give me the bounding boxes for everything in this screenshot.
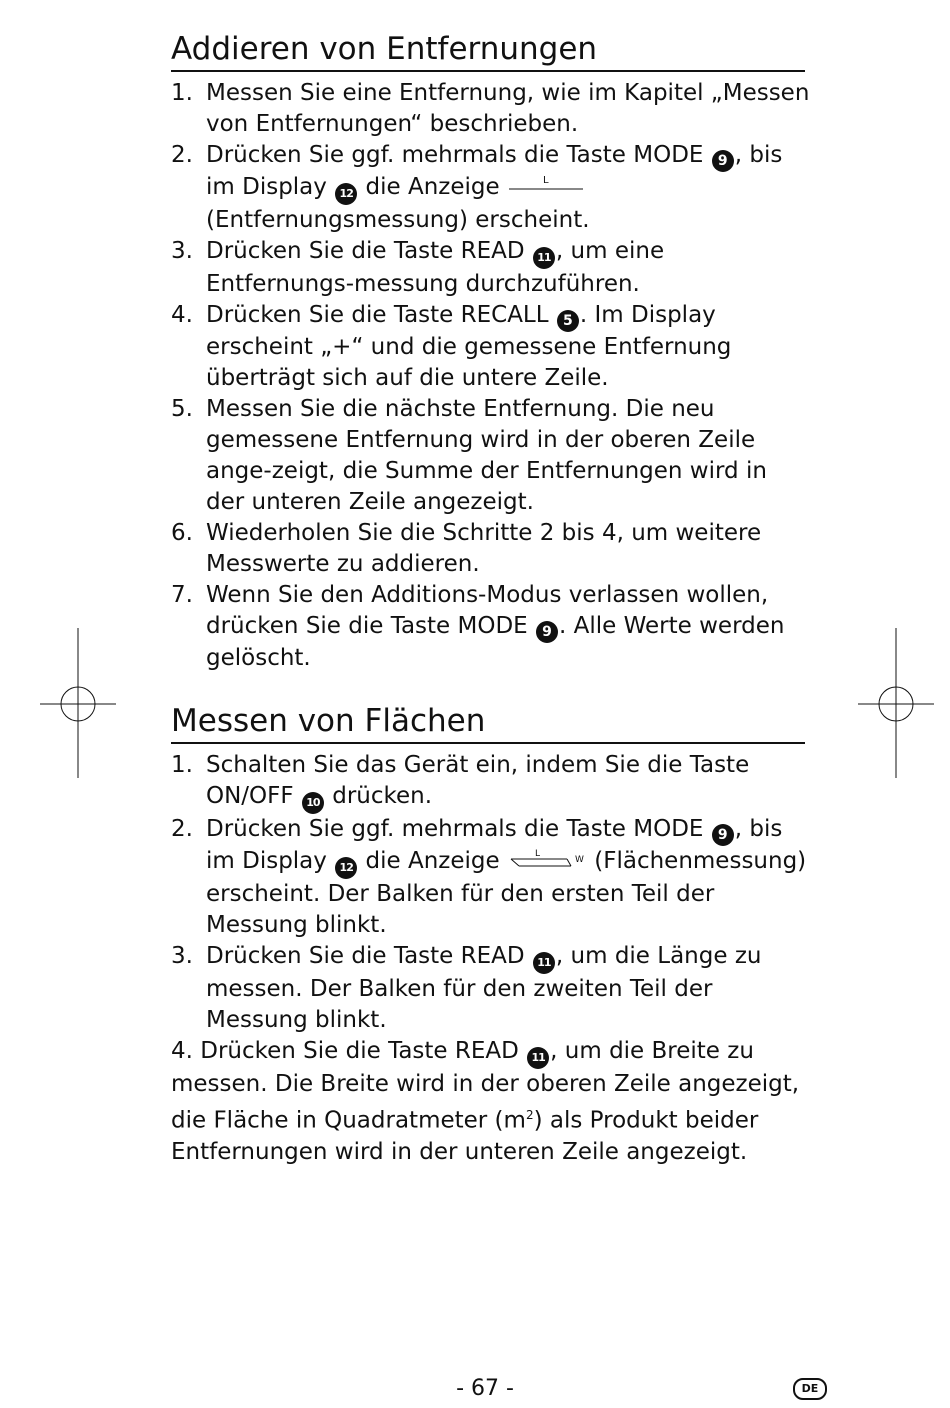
step-text: Drücken Sie ggf. mehrmals die Taste MODE [206, 816, 711, 842]
recall-key-ref-icon: 5 [557, 310, 579, 332]
step-text: die Anzeige [358, 174, 507, 200]
step-number: 3. [171, 238, 193, 264]
step-text: , bis im Display [206, 816, 783, 874]
mode-key-ref-icon: 9 [712, 150, 734, 172]
step-number: 2. [171, 142, 193, 168]
step-text: . Alle Werte werden gelöscht. [206, 613, 785, 671]
read-key-ref-icon: 11 [527, 1047, 549, 1069]
step-number: 6. [171, 520, 193, 546]
distance-mode-symbol-icon [507, 174, 587, 205]
onoff-key-ref-icon: 10 [302, 792, 324, 814]
step-text: Drücken Sie ggf. mehrmals die Taste MODE [206, 142, 711, 168]
symbol-label: L [542, 175, 549, 186]
step-text: Drücken Sie die Taste READ [206, 943, 532, 969]
symbol-label-l: L [534, 849, 540, 859]
step-text: Wiederholen Sie die Schritte 2 bis 4, um weitere Messwerte zu addieren. [206, 520, 762, 577]
step-text: , um die Länge zu messen. Der Balken für den zweiten Teil der Messung blinkt. [206, 943, 762, 1033]
list-item [171, 300, 811, 394]
page-number: - 67 - [456, 1376, 514, 1401]
section-heading-flaechen: Messen von Flächen [171, 702, 805, 744]
step-text: (Entfernungsmessung) erscheint. [206, 207, 590, 233]
step-number: 2. [171, 816, 193, 842]
step-text: , um die Breite zu messen. Die Breite wird in der oberen Zeile angezeigt, die Fläche in Quadratmeter (m [171, 1038, 800, 1134]
read-key-ref-icon: 11 [533, 247, 555, 269]
steps-list-flaechen [171, 750, 811, 1168]
list-item [171, 941, 811, 1036]
step-text: Wenn Sie den Additions-Modus verlassen wollen, drücken Sie die Taste MODE [206, 582, 769, 639]
step-text: ) als Produkt beider Entfernungen wird in der unteren Zeile angezeigt. [171, 1107, 759, 1165]
step-text: Messen Sie eine Entfernung, wie im Kapitel „Messen von Entfernungen“ beschrieben. [206, 80, 810, 137]
list-item [171, 394, 811, 518]
mode-key-ref-icon: 9 [712, 824, 734, 846]
list-item [171, 814, 811, 941]
language-badge: DE [793, 1378, 827, 1400]
registration-mark-left-icon [40, 628, 116, 778]
step-number: 3. [171, 943, 193, 969]
display-ref-icon: 12 [335, 183, 357, 205]
list-item [171, 140, 811, 236]
display-ref-icon: 12 [335, 857, 357, 879]
mode-key-ref-icon: 9 [536, 621, 558, 643]
read-key-ref-icon: 11 [533, 952, 555, 974]
step-number: 5. [171, 396, 193, 422]
section-heading-addieren: Addieren von Entfernungen [171, 30, 805, 72]
registration-mark-right-icon [858, 628, 934, 778]
step-number: 1. [171, 80, 193, 106]
step-4-paragraph [171, 1036, 811, 1168]
list-item [171, 580, 811, 674]
symbol-label-w: W [574, 855, 584, 865]
superscript: 2 [525, 1108, 534, 1122]
list-item [171, 518, 811, 580]
step-text: , bis im Display [206, 142, 783, 200]
step-text: Drücken Sie die Taste READ [206, 238, 532, 264]
step-text: Schalten Sie das Gerät ein, indem Sie die Taste ON/OFF [206, 752, 750, 809]
list-item [171, 78, 811, 140]
step-text: die Anzeige [358, 848, 507, 874]
step-text: Drücken Sie die Taste RECALL [206, 302, 556, 328]
steps-list-addieren [171, 78, 811, 674]
list-item [171, 750, 811, 814]
step-text: 4. Drücken Sie die Taste READ [171, 1038, 527, 1064]
step-text: (Flächenmessung) erscheint. Der Balken für den ersten Teil der Messung blinkt. [206, 848, 807, 938]
step-text: Messen Sie die nächste Entfernung. Die neu gemessene Entfernung wird in der oberen Zeile ange-zeigt, die Summe der Entfernungen wird in der unteren Zeile angezeigt. [206, 396, 767, 515]
list-item [171, 236, 811, 300]
step-number: 7. [171, 582, 193, 608]
step-number: 4. [171, 302, 193, 328]
step-text: . Im Display erscheint „+“ und die gemessene Entfernung überträgt sich auf die untere Zeile. [206, 302, 732, 391]
step-text: , um eine Entfernungs-messung durchzuführen. [206, 238, 665, 297]
step-text: drücken. [324, 783, 433, 809]
step-number: 1. [171, 752, 193, 778]
area-mode-symbol-icon [507, 848, 587, 879]
